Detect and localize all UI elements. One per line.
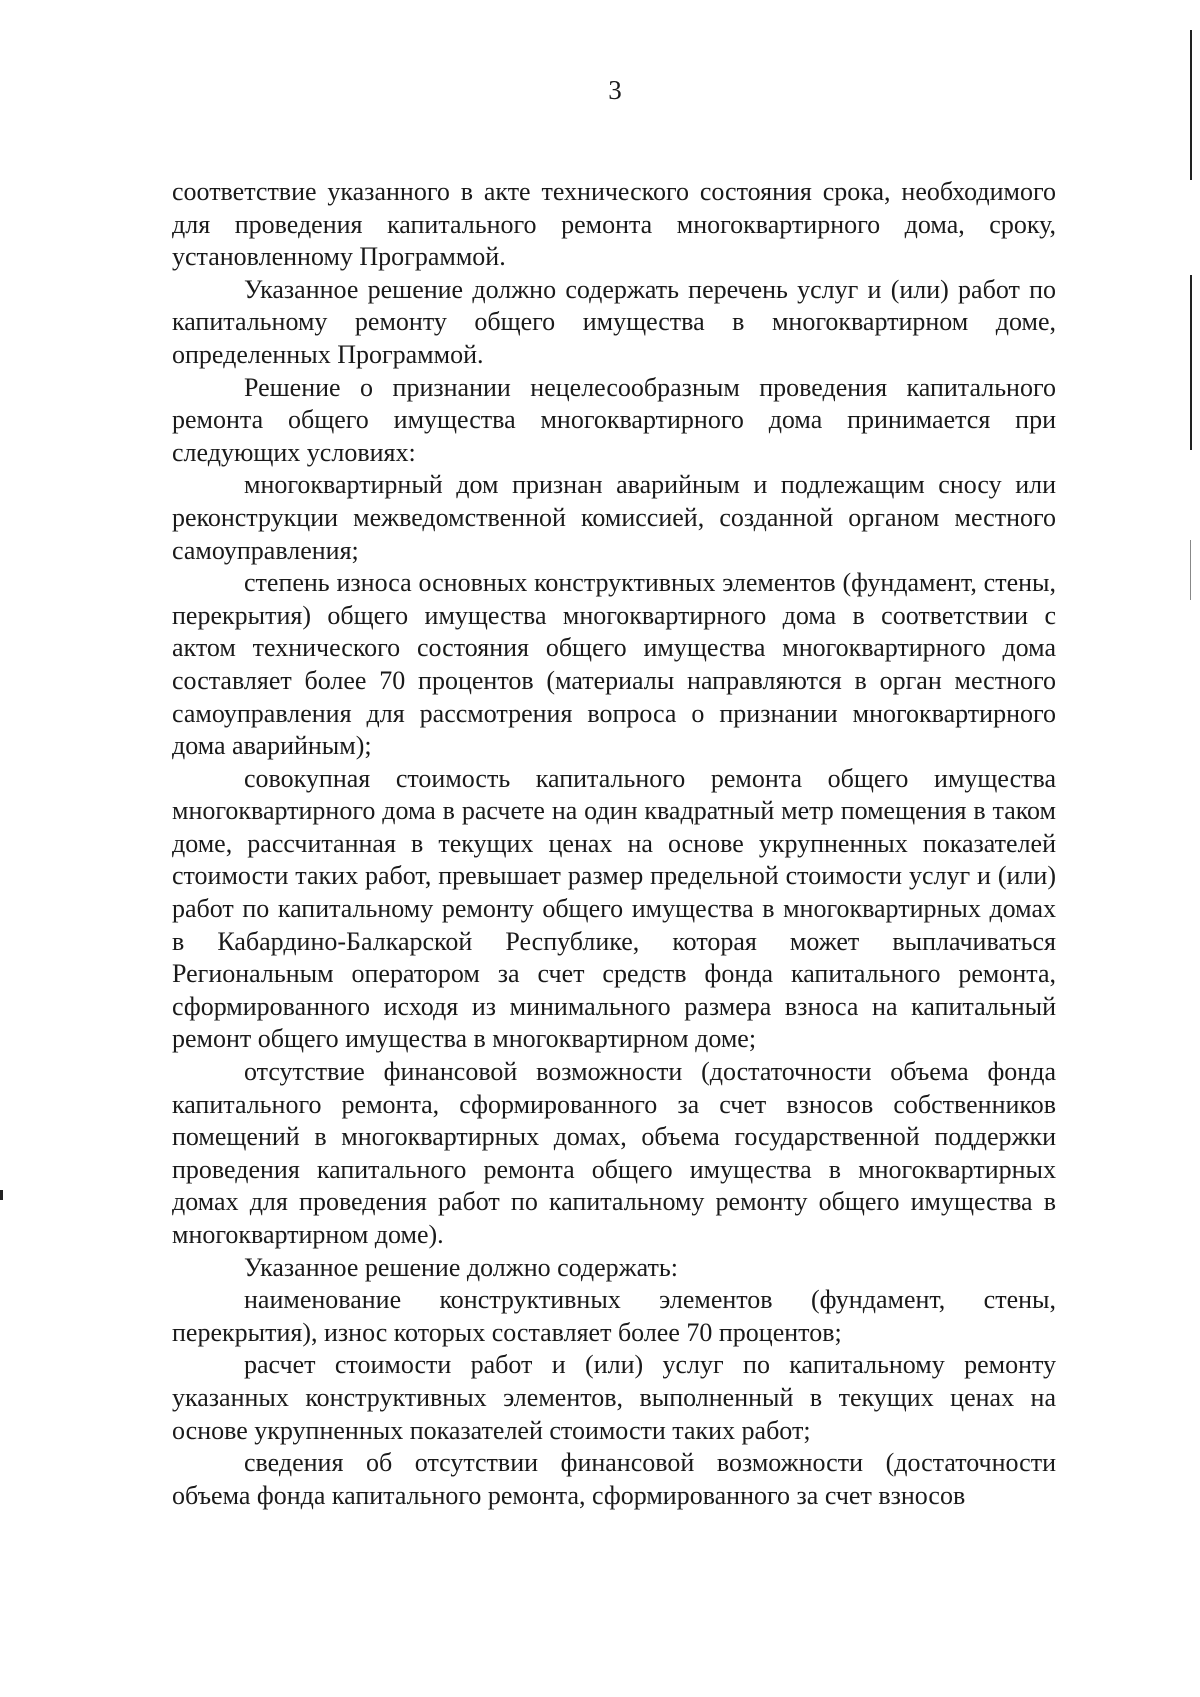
list-content-paragraph: наименование конструктивных элементов (фундамент, стены, перекрытия), износ которых составляет более 70 процентов;: [172, 1285, 1056, 1347]
page-number: 3: [608, 75, 622, 105]
paragraph: Решение о признании нецелесообразным проведения капитального ремонта общего имущества многоквартирного дома принимается при следующих условиях:: [172, 372, 1056, 467]
list-content-paragraph: сведения об отсутствии финансовой возможности (достаточности объема фонда капитального ремонта, сформированного за счет взносов: [172, 1448, 1056, 1510]
list-content-paragraph: расчет стоимости работ и (или) услуг по капитальному ремонту указанных конструктивных элементов, выполненный в текущих ценах на основе укрупненных показателей стоимости таких работ;: [172, 1350, 1056, 1445]
list-condition-paragraph: совокупная стоимость капитального ремонта общего имущества многоквартирного дома в расчете на один квадратный метр помещения в таком доме, рассчитанная в текущих ценах на основе укрупненных показателей стоимости таких работ, превышает размер предельной стоимости услуг и (или) работ по капитальному ремонту общего имущества в многоквартирных домах в Кабардино-Балкарской Республике, которая может выплачиваться Региональным оператором за счет средств фонда капитального ремонта, сформированного исходя из минимального размера взноса на капитальный ремонт общего имущества в многоквартирном доме;: [172, 763, 1056, 1054]
scan-edge-mark: [1190, 275, 1192, 450]
list-condition-paragraph: многоквартирный дом признан аварийным и подлежащим сносу или реконструкции межведомственной комиссией, созданной органом местного самоуправления;: [172, 470, 1056, 565]
scan-edge-mark: [0, 1190, 3, 1200]
list-condition-paragraph: отсутствие финансовой возможности (достаточности объема фонда капитального ремонта, сформированного за счет взносов собственников помещений в многоквартирных домах, объема государственной поддержки проведения капитального ремонта общего имущества в многоквартирных домах для проведения работ по капитальному ремонту общего имущества в многоквартирном доме).: [172, 1057, 1056, 1249]
paragraph: Указанное решение должно содержать:: [244, 1252, 678, 1282]
list-condition-paragraph: степень износа основных конструктивных элементов (фундамент, стены, перекрытия) общего имущества многоквартирного дома в соответствии с актом технического состояния общего имущества многоквартирного дома составляет более 70 процентов (материалы направляются в орган местного самоуправления для рассмотрения вопроса о признании многоквартирного дома аварийным);: [172, 568, 1056, 761]
paragraph: Указанное решение должно содержать перечень услуг и (или) работ по капитальному ремонту общего имущества в многоквартирном доме, определенных Программой.: [172, 274, 1056, 369]
document-body: [172, 176, 1056, 1512]
scan-edge-mark: [1190, 30, 1192, 180]
paragraph-continuation: соответствие указанного в акте технического состояния срока, необходимого для проведения капитального ремонта многоквартирного дома, сроку, установленному Программой.: [172, 177, 1056, 272]
scan-edge-mark: [1190, 540, 1191, 600]
